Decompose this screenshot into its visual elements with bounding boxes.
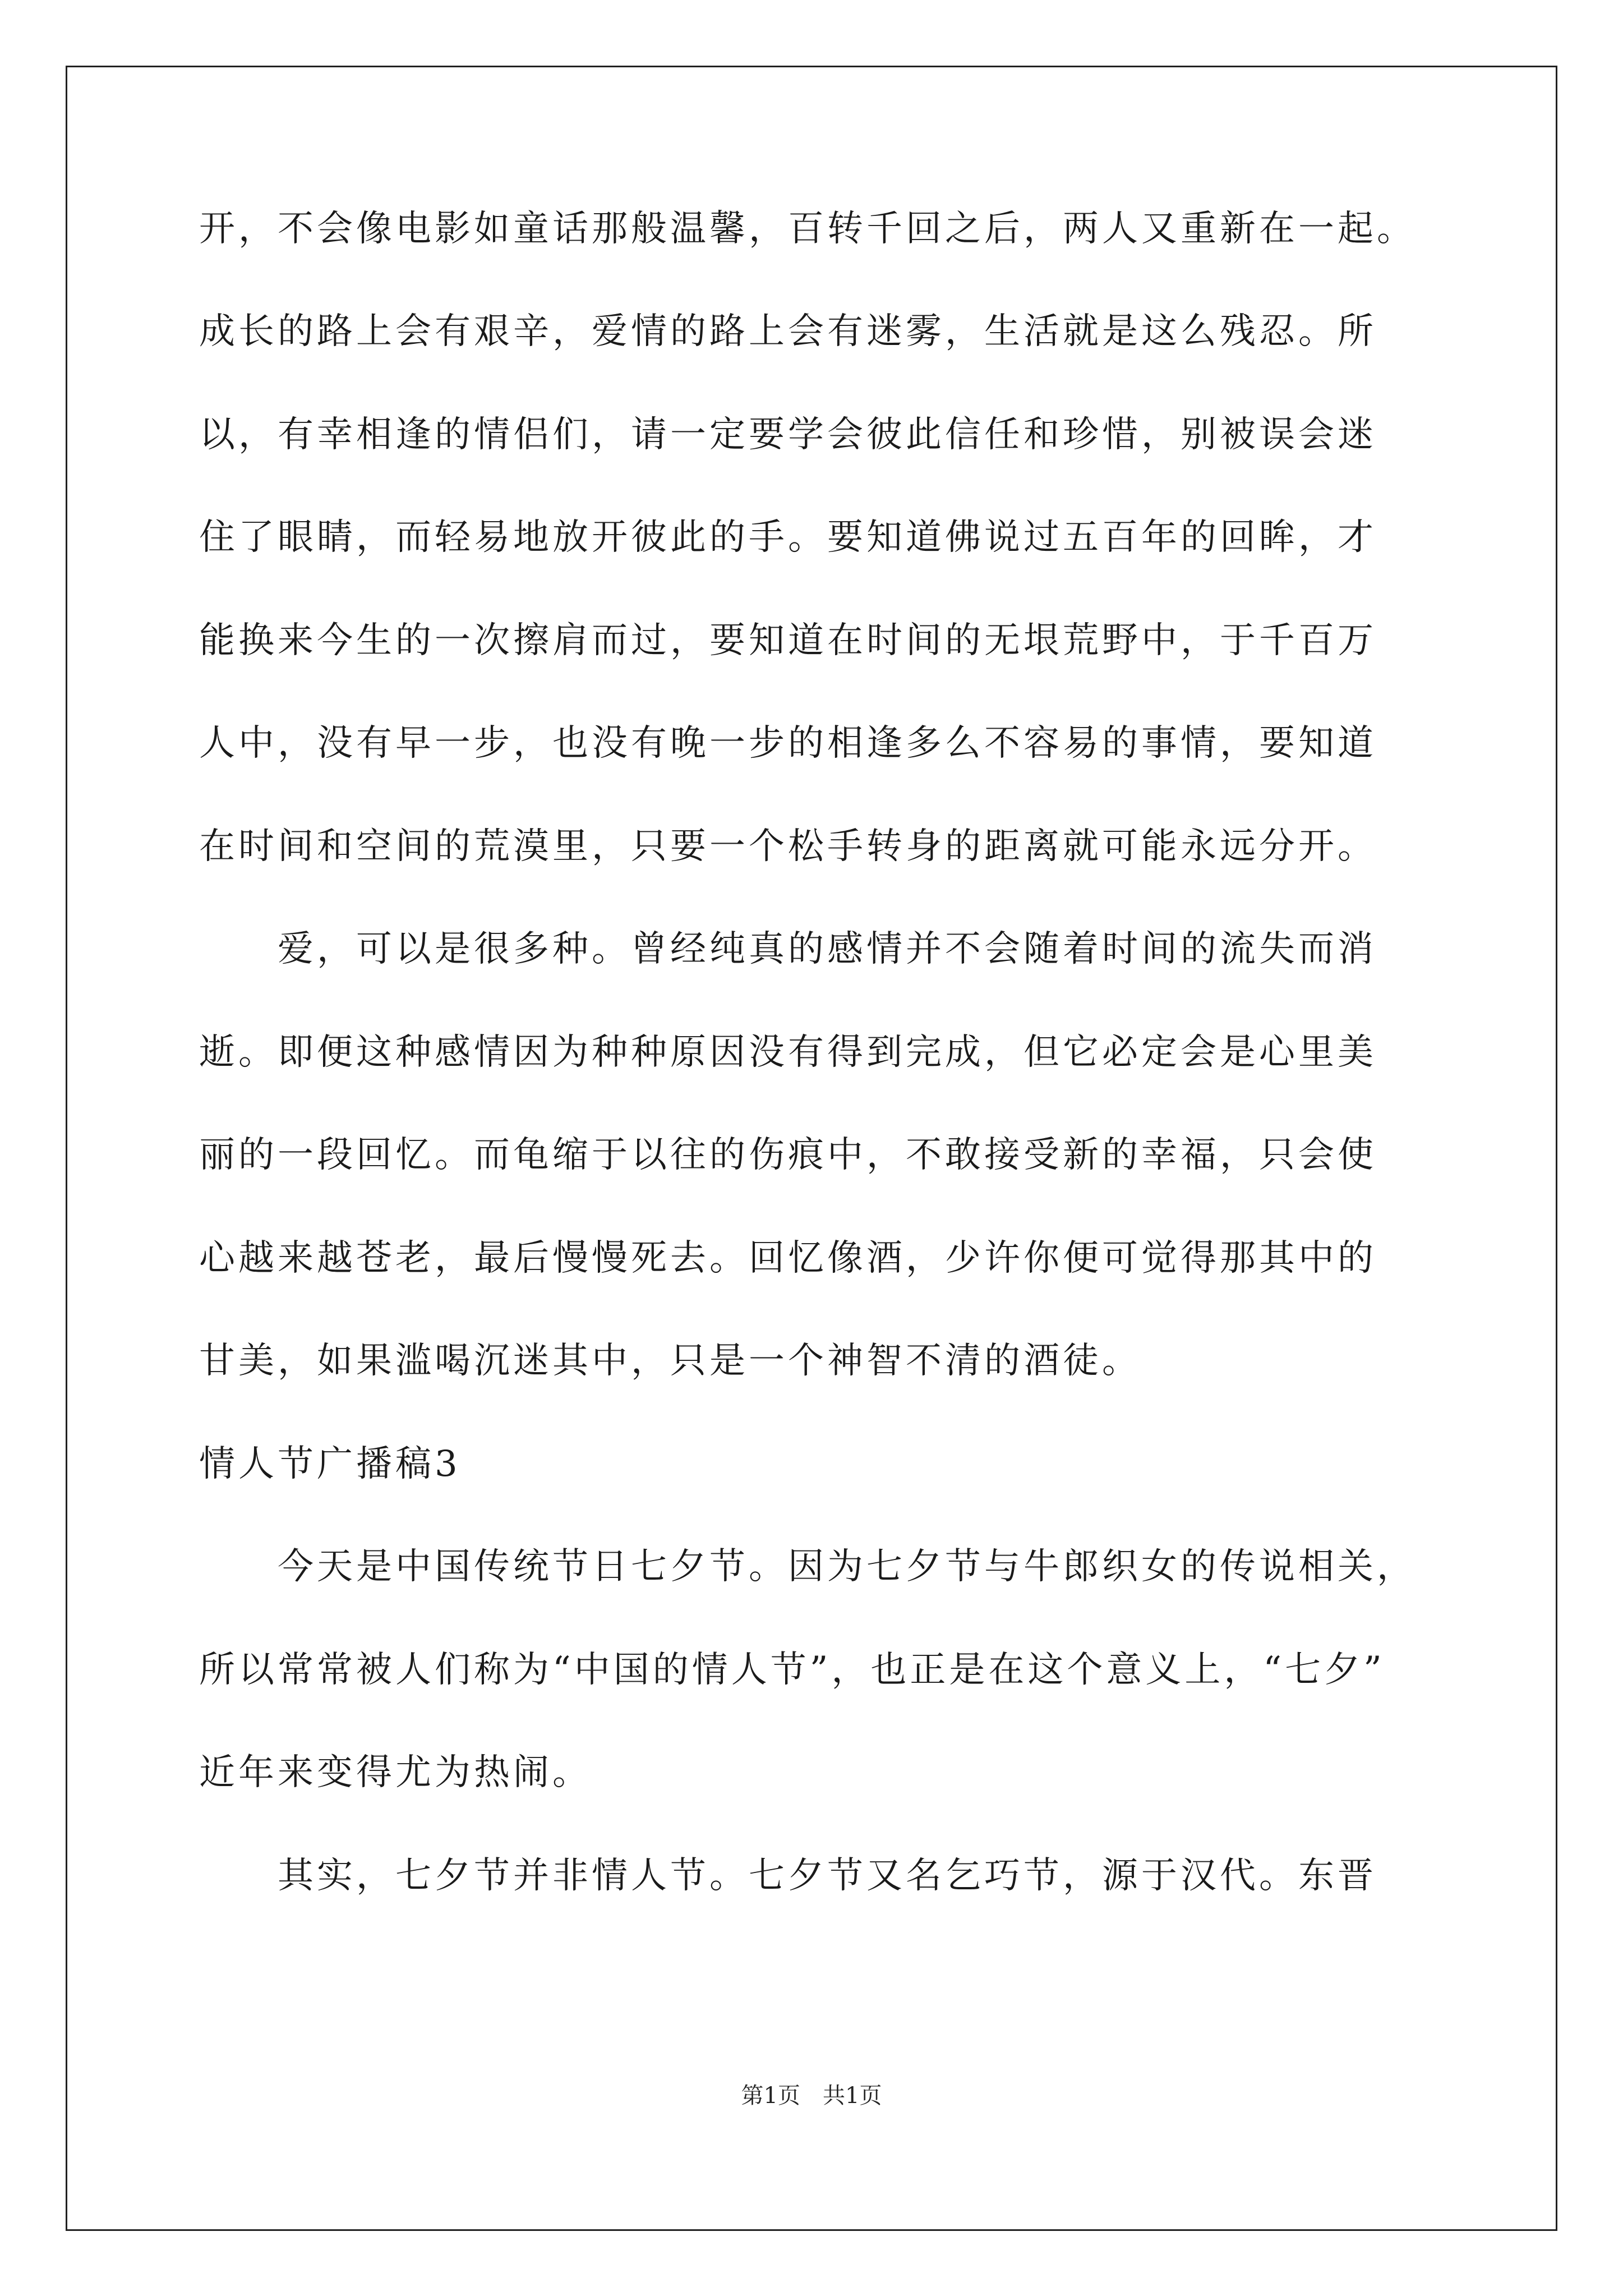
paragraph-line: 以，有幸相逢的情侣们，请一定要学会彼此信任和珍惜，别被误会迷: [199, 414, 1377, 455]
paragraph-line: 心越来越苍老，最后慢慢死去。回忆像酒，少许你便可觉得那其中的: [199, 1237, 1377, 1279]
paragraph-line: 成长的路上会有艰辛，爱情的路上会有迷雾，生活就是这么残忍。所: [199, 311, 1377, 352]
paragraph-line: 甘美，如果滥喝沉迷其中，只是一个神智不清的酒徒。: [199, 1340, 1141, 1382]
paragraph-line: 爱，可以是很多种。曾经纯真的感情并不会随着时间的流失而消: [278, 928, 1377, 970]
paragraph-line: 在时间和空间的荒漠里，只要一个松手转身的距离就可能永远分开。: [199, 826, 1377, 867]
paragraph-line: 人中，没有早一步，也没有晚一步的相逢多么不容易的事情，要知道: [199, 723, 1377, 764]
paragraph-line: 逝。即便这种感情因为种种原因没有得到完成，但它必定会是心里美: [199, 1032, 1377, 1073]
paragraph-line: 今天是中国传统节日七夕节。因为七夕节与牛郎织女的传说相关，: [278, 1546, 1416, 1588]
paragraph-line: 丽的一段回忆。而龟缩于以往的伤痕中，不敢接受新的幸福，只会使: [199, 1134, 1377, 1176]
paragraph-line: 所以常常被人们称为“中国的情人节”，也正是在这个意义上，“七夕”: [199, 1649, 1385, 1691]
section-heading: 情人节广播稿3: [199, 1443, 461, 1485]
paragraph-line: 其实，七夕节并非情人节。七夕节又名乞巧节，源于汉代。东晋: [278, 1855, 1377, 1897]
paragraph-line: 住了眼睛，而轻易地放开彼此的手。要知道佛说过五百年的回眸，才: [199, 517, 1377, 558]
paragraph-line: 能换来今生的一次擦肩而过，要知道在时间的无垠荒野中，于千百万: [199, 620, 1377, 661]
page-footer: 第1页 共1页: [741, 2083, 882, 2109]
paragraph-line: 开，不会像电影如童话那般温馨，百转千回之后，两人又重新在一起。: [199, 208, 1416, 250]
paragraph-line: 近年来变得尤为热闹。: [199, 1752, 592, 1793]
